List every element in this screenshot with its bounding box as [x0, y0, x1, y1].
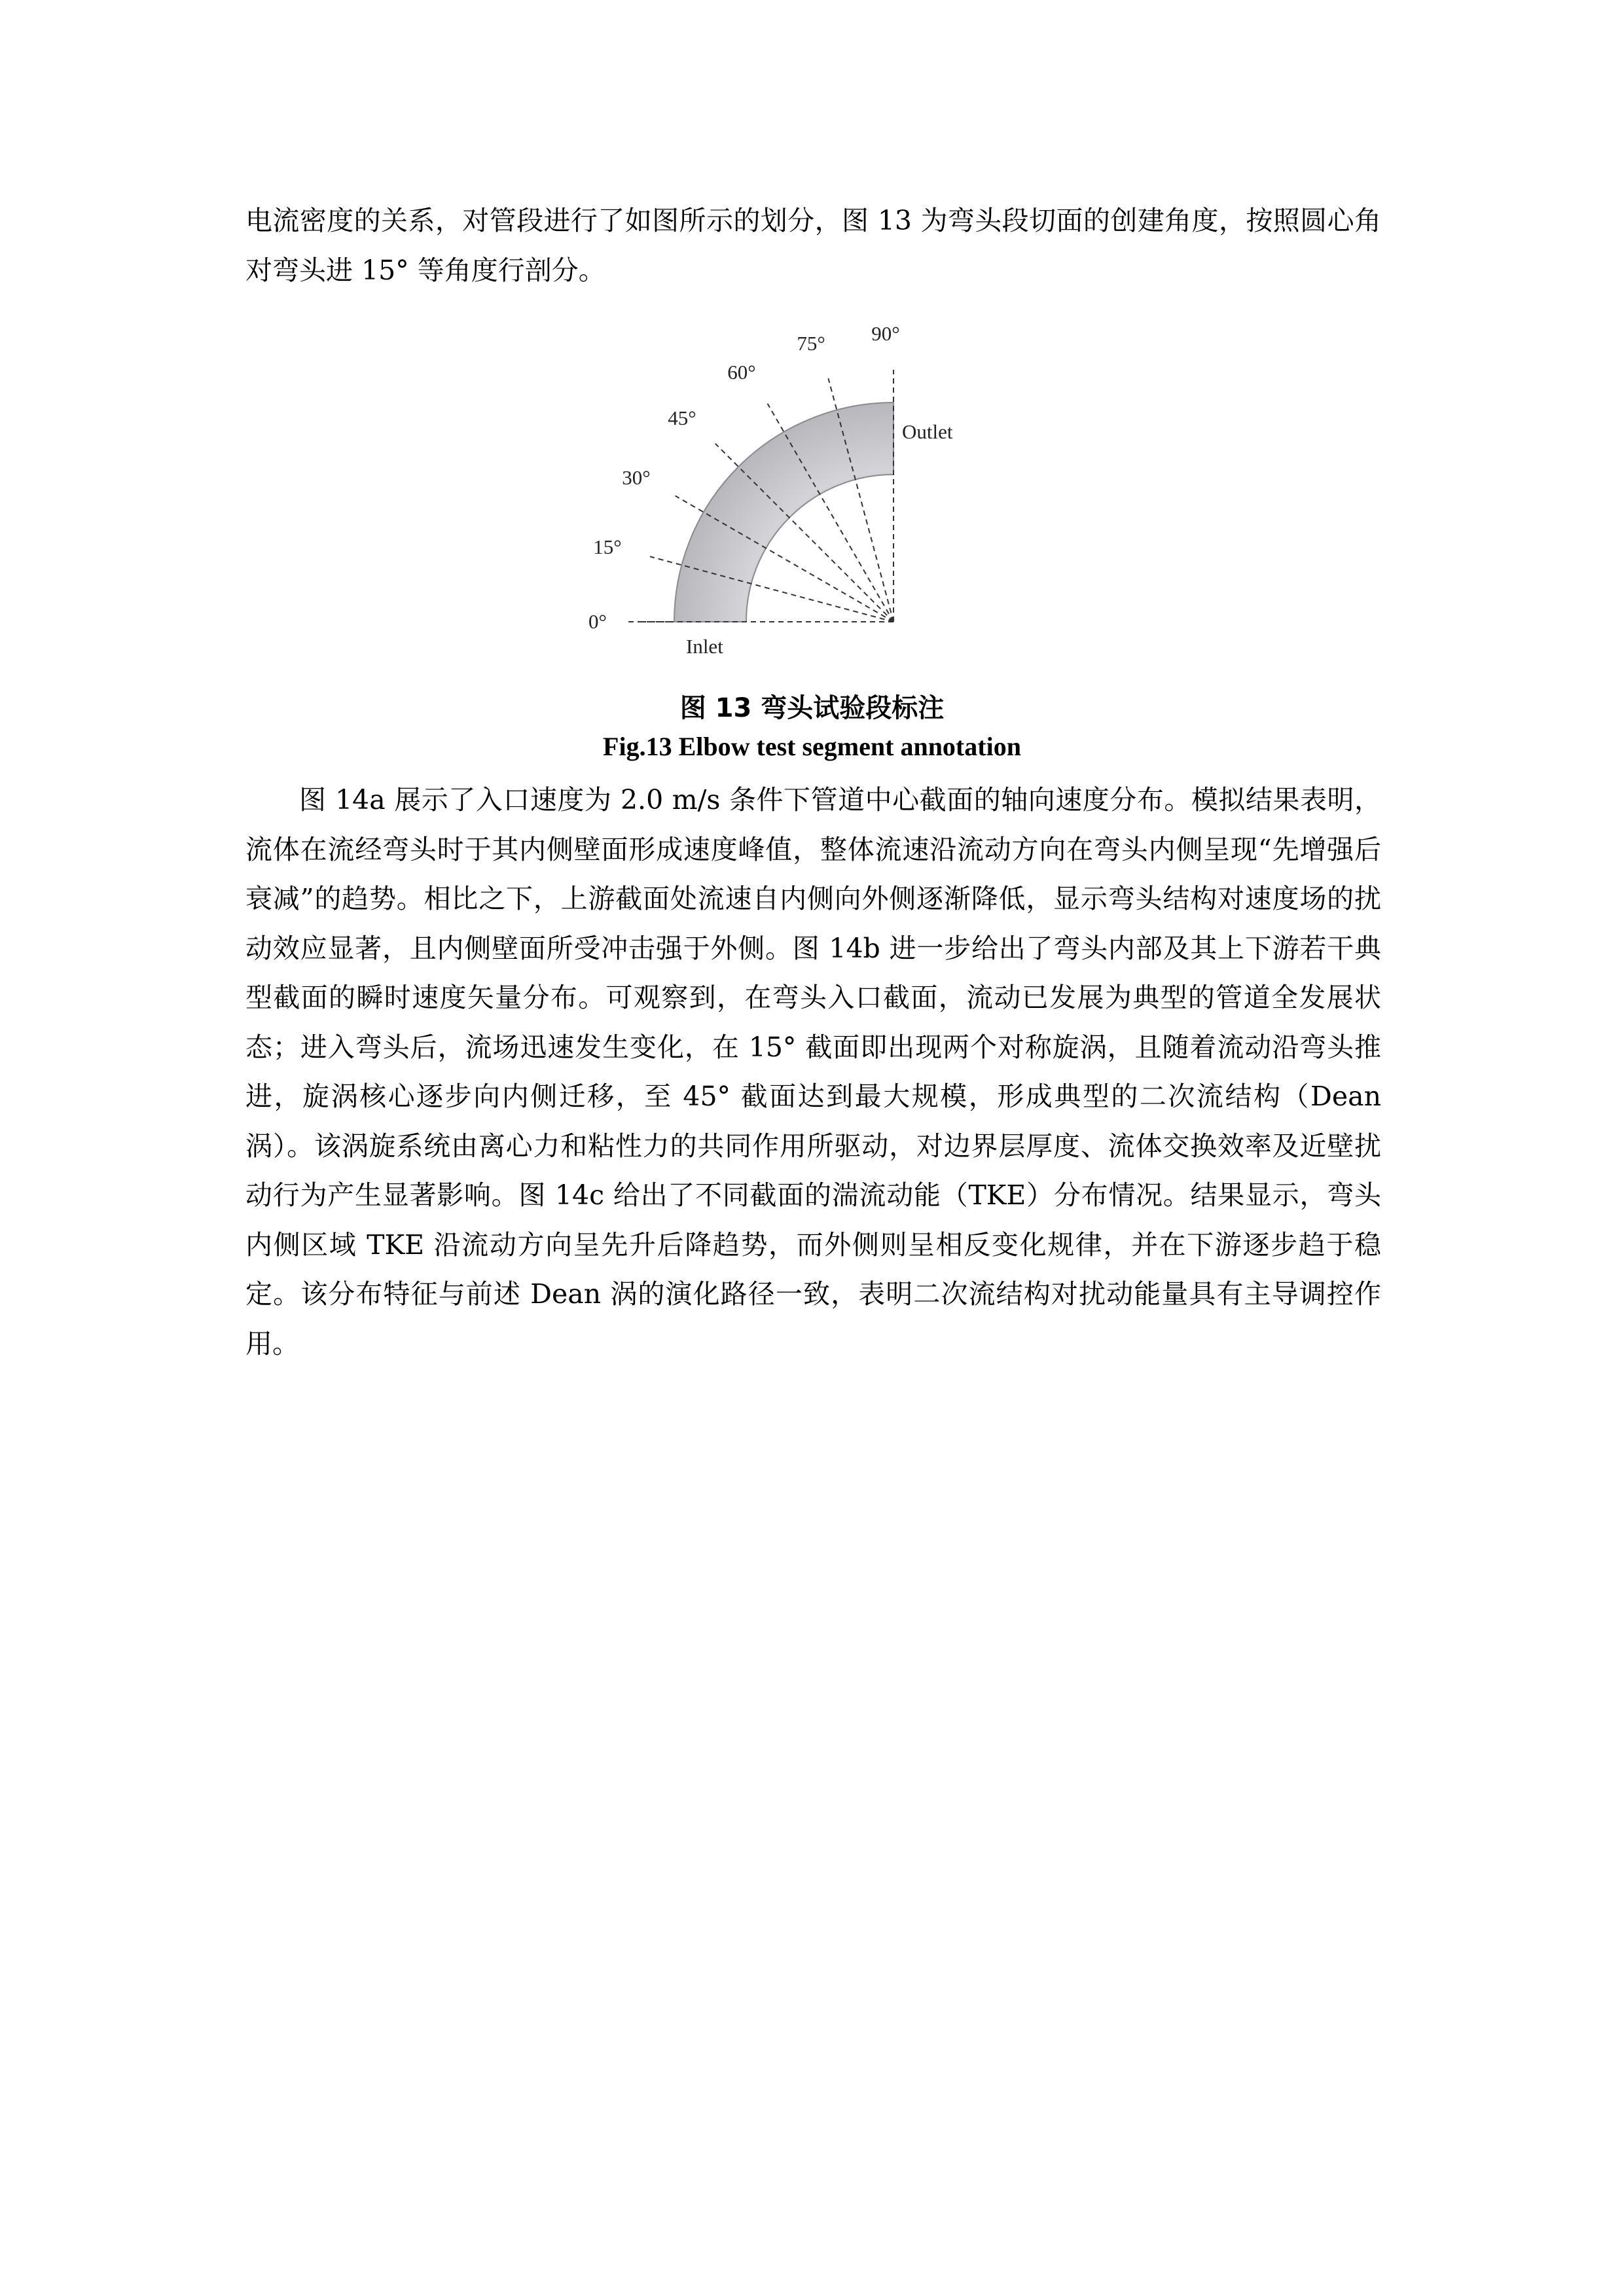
angle-label-45: 45°: [668, 406, 696, 429]
angle-label-75: 75°: [797, 332, 825, 355]
angle-label-0: 0°: [588, 610, 607, 633]
angle-label-60: 60°: [727, 360, 756, 384]
figure-caption-en: Fig.13 Elbow test segment annotation: [603, 732, 1021, 761]
outlet-label: Outlet: [902, 420, 953, 443]
angle-label-90: 90°: [871, 322, 900, 345]
elbow-figure: [576, 321, 1047, 668]
inlet-label: Inlet: [686, 635, 723, 658]
angle-label-30: 30°: [622, 466, 651, 489]
intro-paragraph: 电流密度的关系，对管段进行了如图所示的划分，图 13 为弯头段切面的创建角度，按照圆心角对弯头进 15° 等角度行剖分。: [245, 205, 1381, 286]
body-paragraph: 图 14a 展示了入口速度为 2.0 m/s 条件下管道中心截面的轴向速度分布。模拟结果表明，流体在流经弯头时于其内侧壁面形成速度峰值，整体流速沿流动方向在弯头内侧呈现“先增强后衰减”的趋势。相比之下，上游截面处流速自内侧向外侧逐渐降低，显示弯头结构对速度场的扰动效应显著，且内侧壁面所受冲击强于外侧。图 14b 进一步给出了弯头内部及其上下游若干典型截面的瞬时速度矢量分布。可观察到，在弯头入口截面，流动已发展为典型的管道全发展状态；进入弯头后，流场迅速发生变化，在 15° 截面即出现两个对称旋涡，且随着流动沿弯头推进，旋涡核心逐步向内侧迁移，至 45° 截面达到最大规模，形成典型的二次流结构（Dean 涡）。该涡旋系统由离心力和粘性力的共同作用所驱动，对边界层厚度、流体交换效率及近壁扰动行为产生显著影响。图 14c 给出了不同截面的湍流动能（TKE）分布情况。结果显示，弯头内侧区域 TKE 沿流动方向呈先升后降趋势，而外侧则呈相反变化规律，并在下游逐步趋于稳定。该分布特征与前述 Dean 涡的演化路径一致，表明二次流结构对扰动能量具有主导调控作用。: [245, 784, 1381, 1359]
figure-caption-cn: 图 13 弯头试验段标注: [679, 693, 945, 723]
elbow-diagram: [576, 321, 1047, 668]
angle-label-15: 15°: [593, 535, 622, 559]
